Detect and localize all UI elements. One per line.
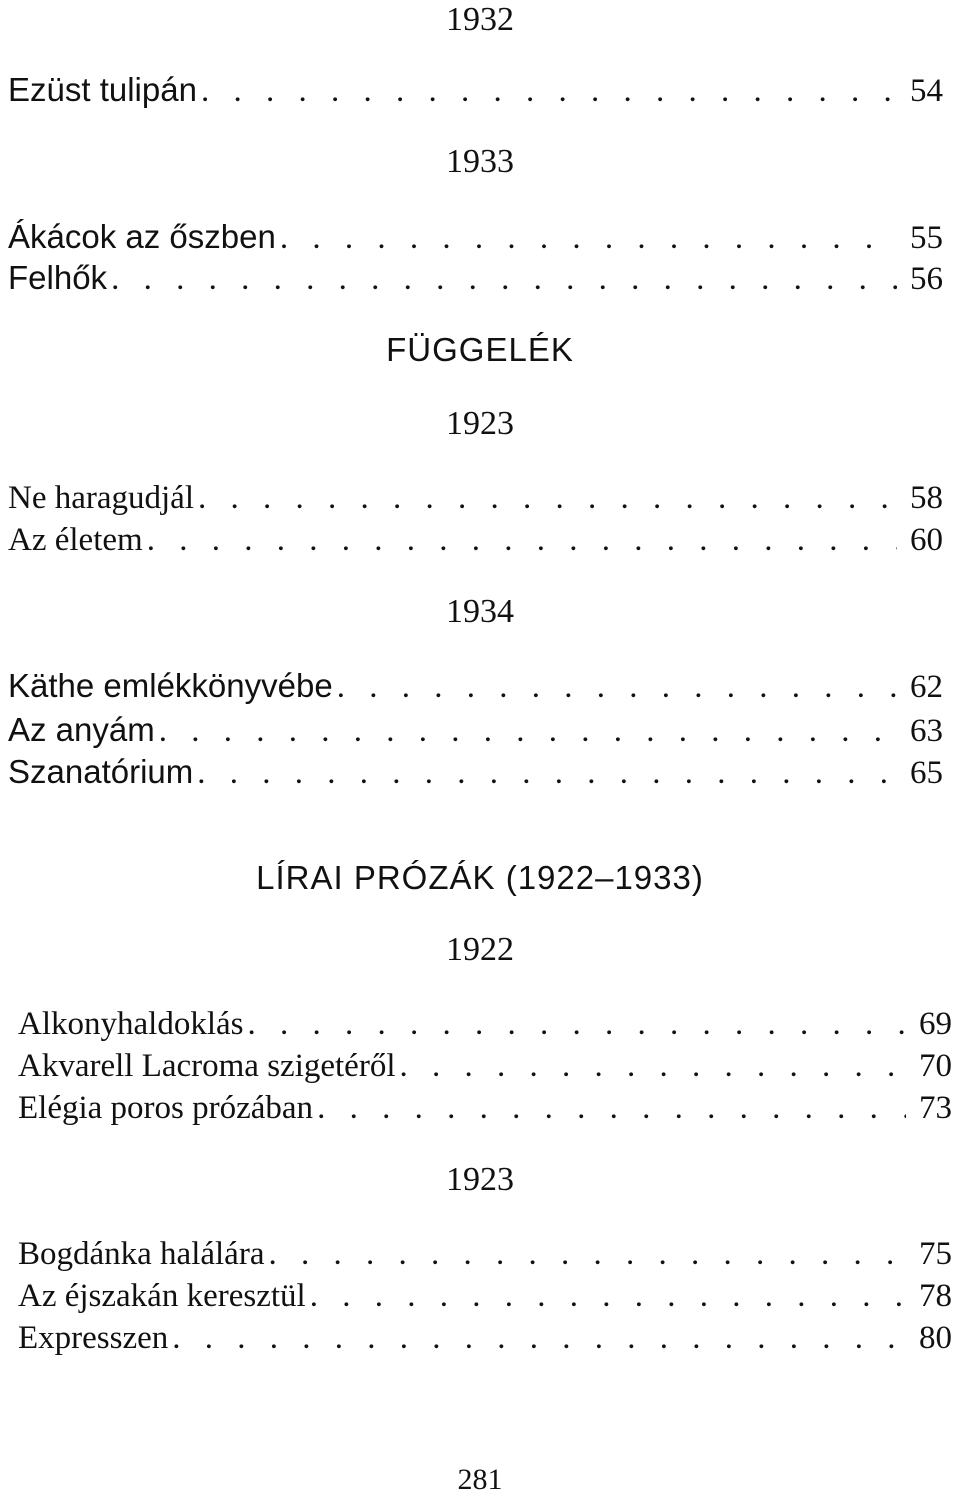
toc-entry — [18, 1316, 952, 1360]
entry-title: Expresszen — [18, 1320, 169, 1356]
toc-entry — [18, 1086, 952, 1130]
leader-dots — [201, 69, 897, 113]
leader-dots — [280, 216, 897, 260]
toc-entry — [8, 750, 943, 794]
entry-page: 62 — [910, 669, 943, 705]
entry-title: Az életem — [8, 522, 143, 558]
toc-entry — [8, 215, 943, 259]
section-title-fuggelek: FÜGGELÉK — [386, 331, 574, 368]
toc-entry — [8, 68, 943, 112]
toc-entry — [18, 1232, 952, 1276]
entry-page: 69 — [919, 1006, 952, 1042]
year-heading-1934: 1934 — [446, 593, 514, 630]
entry-page: 70 — [919, 1048, 952, 1084]
year-heading-1932: 1932 — [446, 1, 514, 38]
entry-title: Ákácok az őszben — [8, 218, 276, 255]
entry-title: Ezüst tulipán — [8, 71, 197, 108]
entry-title: Az éjszakán keresztül — [18, 1278, 306, 1314]
year-heading-1923: 1923 — [446, 1161, 514, 1198]
leader-dots — [198, 476, 897, 520]
toc-entry — [18, 1274, 952, 1318]
year-heading-1933: 1933 — [446, 143, 514, 180]
toc-entry — [18, 1044, 952, 1088]
entry-title: Bogdánka halálára — [18, 1236, 265, 1272]
entry-page: 58 — [910, 480, 943, 516]
leader-dots — [247, 1002, 906, 1046]
leader-dots — [268, 1232, 906, 1276]
entry-title: Az anyám — [8, 711, 155, 748]
leader-dots — [317, 1086, 906, 1130]
entry-page: 65 — [910, 755, 943, 791]
leader-dots — [400, 1044, 907, 1088]
entry-title: Elégia poros prózában — [18, 1090, 314, 1126]
page-number: 281 — [457, 1463, 503, 1496]
toc-entry — [8, 518, 943, 562]
toc-entry — [8, 708, 943, 752]
toc-entry — [8, 664, 943, 708]
entry-title: Szanatórium — [8, 753, 194, 790]
entry-title: Akvarell Lacroma szigetéről — [18, 1048, 396, 1084]
entry-page: 56 — [910, 261, 943, 297]
entry-title: Käthe emlékkönyvébe — [8, 667, 333, 704]
leader-dots — [172, 1316, 906, 1360]
entry-page: 63 — [910, 713, 943, 749]
entry-page: 73 — [919, 1090, 952, 1126]
entry-title: Ne haragudjál — [8, 480, 194, 516]
entry-page: 75 — [919, 1236, 952, 1272]
leader-dots — [310, 1274, 906, 1318]
entry-title: Alkonyhaldoklás — [18, 1006, 244, 1042]
entry-page: 54 — [910, 73, 943, 109]
entry-page: 60 — [910, 522, 943, 558]
section-title-lirai-prozak: LÍRAI PRÓZÁK (1922–1933) — [256, 859, 704, 896]
entry-page: 55 — [910, 220, 943, 256]
toc-entry — [8, 256, 943, 300]
leader-dots — [337, 665, 897, 709]
year-heading-1923: 1923 — [446, 405, 514, 442]
entry-title: Felhők — [8, 259, 108, 296]
entry-page: 80 — [919, 1320, 952, 1356]
leader-dots — [197, 751, 897, 795]
entry-page: 78 — [919, 1278, 952, 1314]
leader-dots — [111, 257, 897, 301]
leader-dots — [147, 518, 897, 562]
toc-entry — [8, 476, 943, 520]
year-heading-1922: 1922 — [446, 931, 514, 968]
leader-dots — [159, 709, 897, 753]
toc-entry — [18, 1002, 952, 1046]
